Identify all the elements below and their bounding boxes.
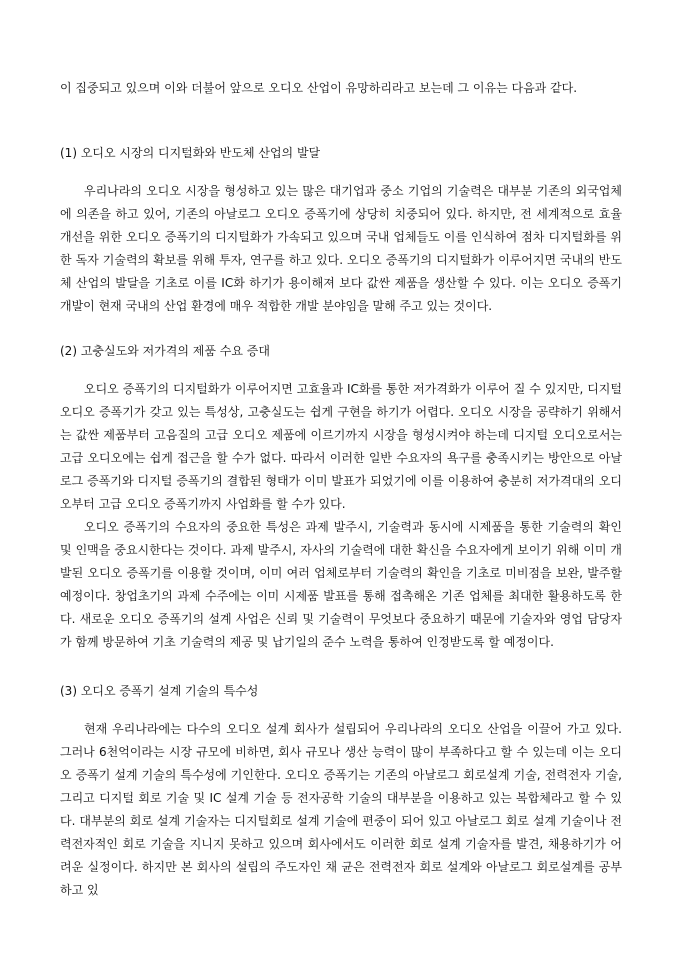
section-1-heading: (1) 오디오 시장의 디지털화와 반도체 산업의 발달 bbox=[60, 146, 321, 160]
section-2-heading: (2) 고충실도와 저가격의 제품 수요 증대 bbox=[60, 344, 270, 358]
section-3-heading: (3) 오디오 증폭기 설계 기술의 특수성 bbox=[60, 684, 259, 698]
section-1-paragraph-1: 우리나라의 오디오 시장을 형성하고 있는 많은 대기업과 중소 기업의 기술력은 대부분 기존의 외국업체에 의존을 하고 있어, 기존의 아날로그 오디오 증폭기에 상당히 치중되어 있다. 하지만, 전 세계적으로 효율 개선을 위한 오디오 증폭기의 디지털화가 가속되고 있으며 국내 업체들도 이를 인식하여 점차 디지털화를 위한 독자 기술력의 확보를 위해 투자, 연구를 하고 있다. 오디오 증폭기의 디지털화가 이루어지면 국내의 반도체 산업의 발달을 기초로 이를 IC화 하기가 용이해져 보다 값싼 제품을 생산할 수 있다. 이는 오디오 증폭기개발이 현재 국내의 산업 환경에 매우 적합한 개발 분야임을 말해 주고 있는 것이다. bbox=[60, 184, 622, 313]
section-2-paragraph-1: 오디오 증폭기의 디지털화가 이루어지면 고효율과 IC화를 통한 저가격화가 이루어 질 수 있지만, 디지털 오디오 증폭기가 갖고 있는 특성상, 고충실도는 쉽게 구현을 하기가 어렵다. 오디오 시장을 공략하기 위해서는 값싼 제품부터 고음질의 고급 오디오 제품에 이르기까지 시장을 형성시켜야 하는데 디지털 오디오로서는 고급 오디오에는 쉽게 접근을 할 수가 없다. 따라서 이러한 일반 수요자의 욕구를 충족시키는 방안으로 아날로그 증폭기와 디지털 증폭기의 결합된 형태가 이미 발표가 되었기에 이를 이용하여 충분히 저가격대의 오디오부터 고급 오디오 증폭기까지 사업화를 할 수가 있다. bbox=[60, 382, 622, 511]
intro-paragraph: 이 집중되고 있으며 이와 더불어 앞으로 오디오 산업이 유망하리라고 보는데 그 이유는 다음과 같다. bbox=[60, 81, 578, 95]
section-3-paragraph-1: 현재 우리나라에는 다수의 오디오 설계 회사가 설립되어 우리나라의 오디오 산업을 이끌어 가고 있다. 그러나 6천억이라는 시장 규모에 비하면, 회사 규모나 생산 능력이 많이 부족하다고 할 수 있는데 이는 오디오 증폭기 설계 기술의 특수성에 기인한다. 오디오 증폭기는 기존의 아날로그 회로설계 기술, 전력전자 기술, 그리고 디지털 회로 기술 및 IC 설계 기술 등 전자공학 기술의 대부분을 이용하고 있는 복합체라고 할 수 있다. 대부분의 회로 설계 기술자는 디지털회로 설계 기술에 편중이 되어 있고 아날로그 회로 설계 기술이나 전력전자적인 회로 기술을 지니지 못하고 있으며 회사에서도 이러한 회로 설계 기술자를 발견, 채용하기가 어려운 실정이다. 하지만 본 회사의 설립의 주도자인 채 균은 전력전자 회로 설계와 아날로그 회로설계를 공부하고 있 bbox=[60, 722, 622, 897]
section-2-paragraph-2: 오디오 증폭기의 수요자의 중요한 특성은 과제 발주시, 기술력과 동시에 시제품을 통한 기술력의 확인 및 인맥을 중요시한다는 것이다. 과제 발주시, 자사의 기술력에 대한 확신을 수요자에게 보이기 위해 이미 개발된 오디오 증폭기를 이용할 것이며, 이미 여러 업체로부터 기술력의 확인을 기초로 미비점을 보완, 발주할 예정이다. 창업초기의 과제 수주에는 이미 시제품 발표를 통해 접촉해온 기존 업체를 최대한 활용하도록 한다. 새로운 오디오 증폭기의 설계 사업은 신뢰 및 기술력이 무엇보다 중요하기 때문에 기술자와 영업 담당자가 함께 방문하여 기초 기술력의 제공 및 납기일의 준수 노력을 통하여 인정받도록 할 예정이다. bbox=[60, 520, 622, 649]
